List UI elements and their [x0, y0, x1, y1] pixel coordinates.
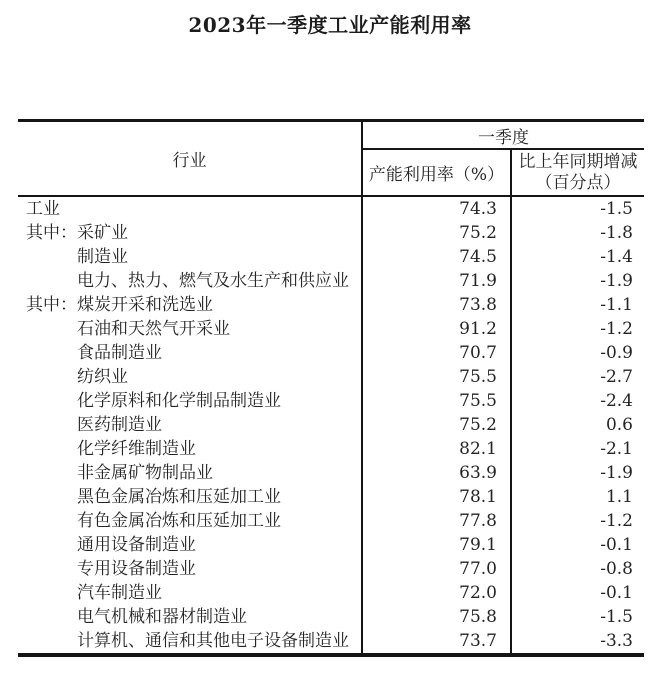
column-header-change-line2: （百分点）	[535, 172, 621, 193]
table-row	[18, 221, 644, 245]
industry-cell	[18, 341, 362, 365]
table-row	[18, 317, 644, 341]
change-value: -1.5	[600, 607, 633, 627]
utilization-value: 77.0	[362, 557, 511, 581]
table-row	[18, 245, 644, 269]
industry-name: 采矿业	[77, 223, 128, 243]
table-header	[18, 121, 644, 197]
header-row-group	[18, 121, 644, 150]
industry-name: 制造业	[77, 247, 128, 267]
column-header-change-line1: 比上年同期增减	[518, 151, 638, 172]
change-value: -1.9	[600, 271, 633, 291]
industry-cell	[18, 317, 362, 341]
utilization-value: 75.2	[362, 413, 511, 437]
industry-name: 电气机械和器材制造业	[77, 607, 247, 627]
table-row	[18, 413, 644, 437]
table-row	[18, 461, 644, 485]
industry-name: 纺织业	[77, 367, 128, 387]
column-header-change	[511, 149, 644, 196]
industry-cell	[18, 389, 362, 413]
table-row	[18, 293, 644, 317]
industry-cell	[18, 509, 362, 533]
table-row	[18, 557, 644, 581]
industry-name: 化学纤维制造业	[77, 439, 196, 459]
utilization-value: 70.7	[362, 341, 511, 365]
table-row	[18, 629, 644, 655]
utilization-value: 82.1	[362, 437, 511, 461]
change-value: -1.2	[600, 511, 633, 531]
industry-name: 石油和天然气开采业	[77, 319, 230, 339]
change-value: -1.4	[600, 247, 633, 267]
capacity-utilization-table	[18, 119, 644, 657]
change-value: 0.6	[605, 415, 633, 435]
table-body	[18, 196, 644, 655]
industry-name: 食品制造业	[77, 343, 162, 363]
table-row	[18, 485, 644, 509]
industry-prefix: 其中：	[26, 295, 77, 315]
change-value: -3.3	[600, 631, 633, 651]
industry-name: 非金属矿物制品业	[77, 463, 213, 483]
change-value: -1.8	[600, 223, 633, 243]
table-row	[18, 389, 644, 413]
industry-name: 电力、热力、燃气及水生产和供应业	[77, 271, 349, 291]
change-value: -0.1	[600, 583, 633, 603]
utilization-value: 74.3	[362, 196, 511, 221]
industry-name: 煤炭开采和洗选业	[77, 295, 213, 315]
industry-name: 专用设备制造业	[77, 559, 196, 579]
utilization-value: 75.5	[362, 389, 511, 413]
page-title: 2023年一季度工业产能利用率	[188, 13, 472, 37]
utilization-value: 75.8	[362, 605, 511, 629]
industry-cell	[18, 245, 362, 269]
industry-cell	[18, 533, 362, 557]
industry-cell	[18, 485, 362, 509]
change-value: -0.8	[600, 559, 633, 579]
utilization-value: 75.2	[362, 221, 511, 245]
table-row	[18, 437, 644, 461]
industry-cell	[18, 437, 362, 461]
industry-cell	[18, 557, 362, 581]
industry-name: 医药制造业	[77, 415, 162, 435]
utilization-value: 74.5	[362, 245, 511, 269]
utilization-value: 73.7	[362, 629, 511, 655]
change-value: -1.2	[600, 319, 633, 339]
industry-prefix: 其中：	[26, 223, 77, 243]
industry-cell	[18, 365, 362, 389]
utilization-value: 72.0	[362, 581, 511, 605]
industry-cell	[18, 196, 362, 221]
change-value: -2.1	[600, 439, 633, 459]
table-row	[18, 341, 644, 365]
table-row	[18, 509, 644, 533]
industry-name: 化学原料和化学制品制造业	[77, 391, 281, 411]
industry-name: 计算机、通信和其他电子设备制造业	[77, 631, 349, 651]
industry-name: 汽车制造业	[77, 583, 162, 603]
industry-name: 工业	[26, 199, 60, 219]
industry-name: 黑色金属冶炼和压延加工业	[77, 487, 281, 507]
change-value: -2.7	[600, 367, 633, 387]
utilization-value: 63.9	[362, 461, 511, 485]
industry-name: 通用设备制造业	[77, 535, 196, 555]
industry-name: 有色金属冶炼和压延加工业	[77, 511, 281, 531]
table-row	[18, 269, 644, 293]
table-row	[18, 365, 644, 389]
change-value: -0.9	[600, 343, 633, 363]
utilization-value: 91.2	[362, 317, 511, 341]
table-row	[18, 196, 644, 221]
industry-cell	[18, 581, 362, 605]
column-header-industry: 行业	[18, 121, 362, 197]
column-header-utilization: 产能利用率（%）	[362, 149, 511, 196]
change-value: -1.9	[600, 463, 633, 483]
utilization-value: 78.1	[362, 485, 511, 509]
industry-cell	[18, 461, 362, 485]
change-value: -1.1	[600, 295, 633, 315]
industry-cell	[18, 605, 362, 629]
industry-cell	[18, 221, 362, 245]
industry-cell	[18, 269, 362, 293]
utilization-value: 71.9	[362, 269, 511, 293]
column-header-quarter: 一季度	[362, 121, 644, 150]
industry-cell	[18, 293, 362, 317]
change-value: 1.1	[605, 487, 633, 507]
table-row	[18, 605, 644, 629]
utilization-value: 75.5	[362, 365, 511, 389]
table-row	[18, 581, 644, 605]
change-value: -0.1	[600, 535, 633, 555]
utilization-value: 73.8	[362, 293, 511, 317]
utilization-value: 79.1	[362, 533, 511, 557]
change-value: -2.4	[600, 391, 633, 411]
table-row	[18, 533, 644, 557]
industry-cell	[18, 629, 362, 655]
utilization-value: 77.8	[362, 509, 511, 533]
industry-cell	[18, 413, 362, 437]
change-value: -1.5	[600, 199, 633, 219]
